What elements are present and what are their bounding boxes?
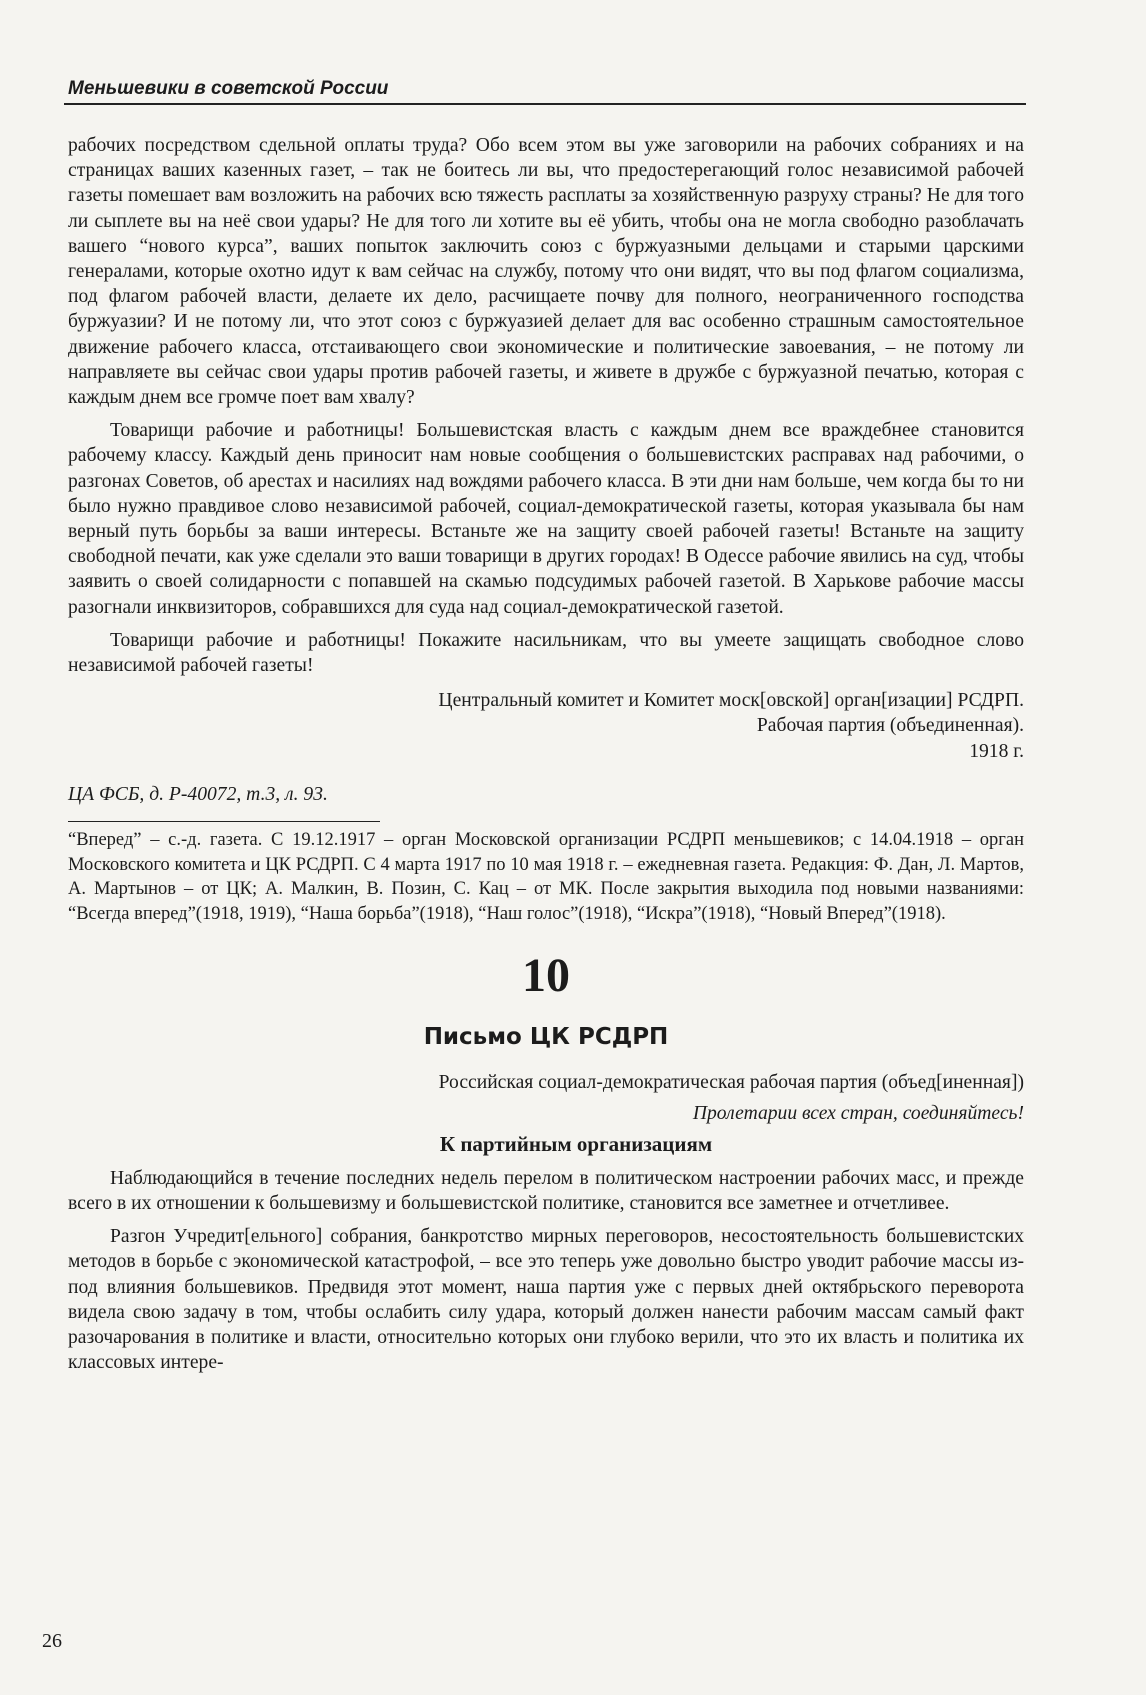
signature-party: Рабочая партия (объединенная). — [756, 715, 1024, 737]
body-paragraph-3: Товарищи рабочие и работницы! Покажите насильникам, что вы умеете защищать свободное слово независимой рабочей газеты! — [68, 629, 1024, 677]
archive-reference: ЦА ФСБ, д. Р-40072, т.3, л. 93. — [68, 783, 328, 805]
footnote: “Вперед” – с.-д. газета. С 19.12.1917 – орган Московской организации РСДРП меньшевиков; с 14.04.1918 – орган Московского комитета и ЦК РСДРП. С 4 марта 1917 по 10 мая 1918 г. – ежедневная газета. Редакция: Ф. Дан, Л. Мартов, А. Мартынов – от ЦК; А. Малкин, В. Позин, С. Кац – от МК. После закрытия выходила под новыми названиями: “Всегда вперед”(1918, 1919), “Наша борьба”(1918), “Наш голос”(1918), “Искра”(1918), “Новый Вперед”(1918). — [68, 830, 1024, 924]
continuation-paragraph: рабочих посредством сдельной оплаты труда? Обо всем этом вы уже заговорили на рабочих собраниях и на страницах ваших казенных газет, – так не боитесь ли вы, что предостерегающий голос независимой рабочей газеты помешает вам возложить на рабочих всю тяжесть расплаты за хозяйственную разруху страны? Не для того ли сыплете вы на неё свои удары? Не для того ли хотите вы её убить, чтобы она не могла свободно разоблачать вашего “нового курса”, ваших попыток заключить союз с буржуазными дельцами и старыми царскими генералами, которые охотно идут к вам сейчас на службу, потому что они видят, что вы под флагом социализма, под флагом рабочей власти, делаете их дело, расчищаете почву для полного, неограниченного господства буржуазии? И не потому ли, что этот союз с буржуазией делает для вас особенно страшным самостоятельное движение рабочего класса, отстаивающего свои экономические и политические завоевания, – не потому ли направляете вы сейчас свои удары против рабочей газеты, и живете в дружбе с буржуазной печатью, которая с каждым днем все громче поет вам хвалу? — [68, 135, 1024, 409]
document-title: Письмо ЦК РСДРП — [423, 1024, 669, 1051]
party-motto: Пролетарии всех стран, соединяйтесь! — [692, 1103, 1024, 1125]
body-paragraph-2: Товарищи рабочие и работницы! Большевистская власть с каждым днем все враждебнее становится рабочему классу. Каждый день приносит нам новые сообщения о большевистских расправах над рабочими, о разгонах Советов, об арестах и насилиях над вождями рабочего класса. В эти дни нам больше, чем когда бы то ни было нужно правдивое слово независимой рабочей, социал-демократической газеты, которая указывала бы нам верный путь борьбы за ваши интересы. Встаньте же на защиту своей рабочей газеты! Встаньте на защиту свободной печати, как уже сделали это ваши товарищи в других городах! В Одессе рабочие явились на суд, чтобы заявить о своей солидарности с попавшей на скамью подсудимых рабочей газетой. В Харькове рабочие массы разогнали инквизиторов, собравшихся для суда над социал-демократической газетой. — [68, 420, 1024, 618]
header-rule — [64, 103, 1026, 105]
signature-committee: Центральный комитет и Комитет моск[овской] орган[изации] РСДРП. — [438, 690, 1024, 712]
document-number: 10 — [522, 949, 570, 1003]
footnote-rule — [68, 821, 380, 822]
letter-paragraph-2: Разгон Учредит[ельного] собрания, банкротство мирных переговоров, несостоятельность большевистских методов в борьбе с экономической катастрофой, – все это теперь уже довольно быстро уводит рабочие массы из-под влияния большевиков. Предвидя этот момент, наша партия уже с первых дней октябрьского переворота видела свою задачу в том, чтобы ослабить силу удара, который должен нанести рабочим массам самый факт разочарования в политике и власти, относительно которых они глубоко верили, что это их власть и политика их классовых интере- — [68, 1226, 1024, 1374]
letter-paragraph-1: Наблюдающийся в течение последних недель перелом в политическом настроении рабочих масс, и прежде всего в их отношении к большевизму и большевистской политике, становится все заметнее и отчетливее. — [68, 1167, 1024, 1214]
signature-date: 1918 г. — [969, 740, 1024, 762]
running-title: Меньшевики в советской России — [68, 78, 389, 99]
page-number: 26 — [42, 1630, 62, 1652]
page-content — [68, 133, 1024, 1375]
party-name: Российская социал-демократическая рабочая партия (объед[иненная]) — [438, 1072, 1024, 1094]
addressee-heading: К партийным организациям — [439, 1132, 713, 1157]
